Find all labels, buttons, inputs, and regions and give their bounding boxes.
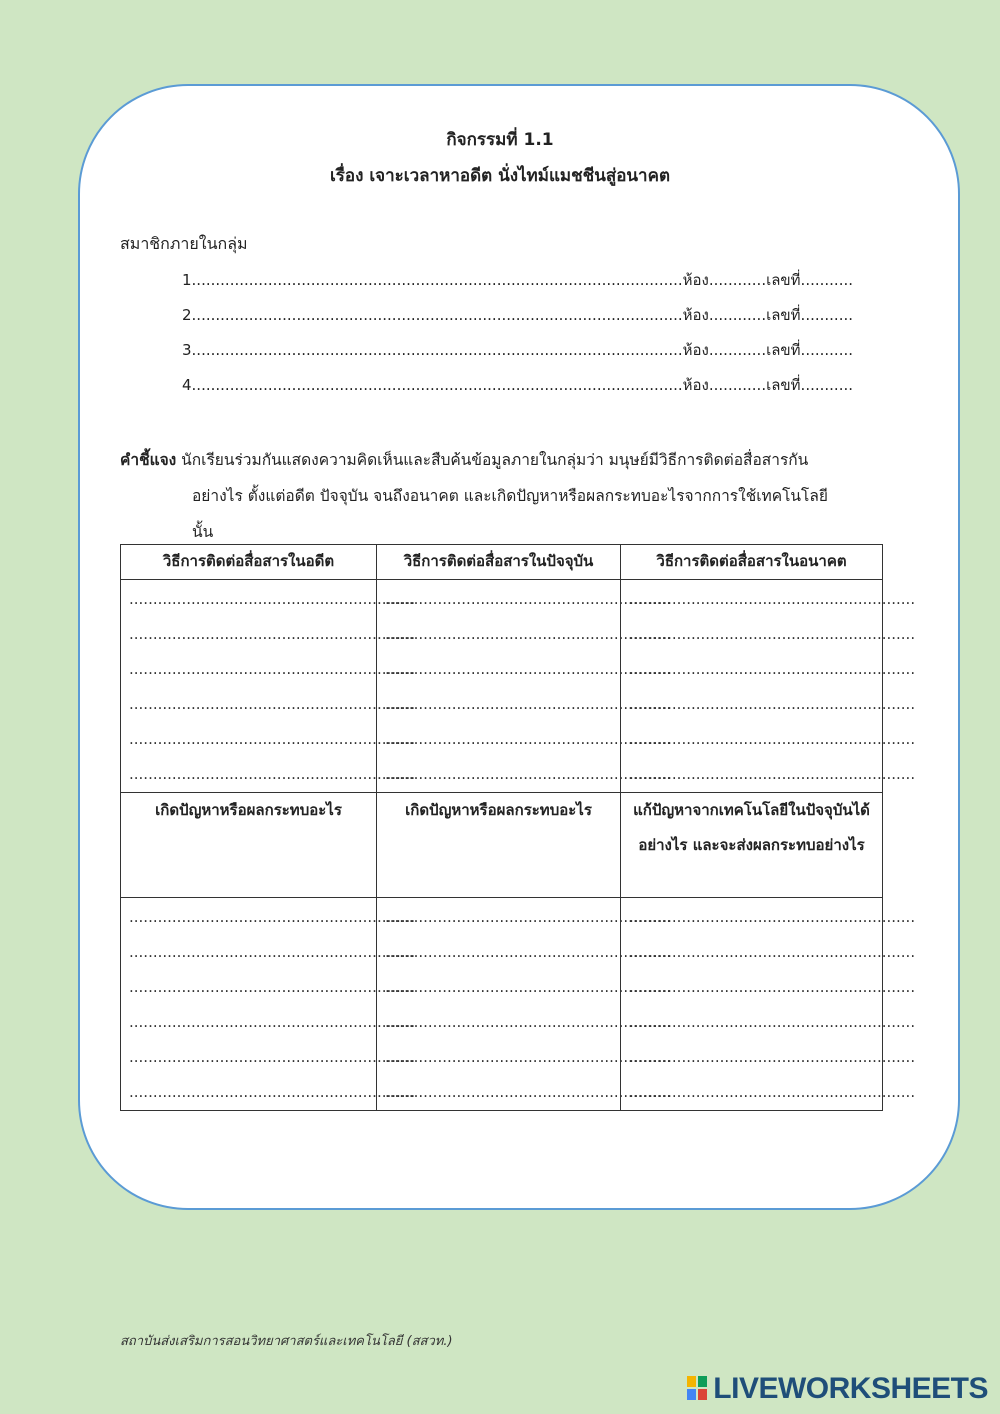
answer-line[interactable]: ............................................................ — [385, 765, 672, 783]
answer-line[interactable]: ............................................................ — [385, 1048, 672, 1066]
answer-line[interactable]: ............................................................ — [385, 660, 672, 678]
instructions-line-2: อย่างไร ตั้งแต่อดีต ปัจจุบัน จนถึงอนาคต และเกิดปัญหาหรือผลกระทบอะไรจากการใช้เทคโนโลยี — [192, 487, 828, 505]
communication-table — [120, 544, 916, 1111]
instructions — [120, 442, 882, 550]
answer-line[interactable]: ............................................................ — [129, 1013, 416, 1031]
impact-cell-present[interactable] — [377, 898, 672, 1111]
answer-line[interactable]: ............................................................ — [629, 1013, 916, 1031]
answer-line[interactable]: ............................................................ — [129, 908, 416, 926]
answer-line[interactable]: ............................................................ — [629, 625, 916, 643]
members-label: สมาชิกภายในกลุ่ม — [120, 234, 248, 253]
solution-cell-future[interactable] — [621, 898, 916, 1111]
header-present-impact: เกิดปัญหาหรือผลกระทบอะไร — [377, 793, 621, 898]
answer-row-bottom — [121, 898, 883, 1111]
answer-cell-future[interactable] — [621, 580, 916, 793]
answer-line[interactable]: ............................................................ — [385, 730, 672, 748]
answer-line[interactable]: ............................................................ — [385, 943, 672, 961]
answer-line[interactable]: ............................................................ — [129, 943, 416, 961]
answer-line[interactable]: ............................................................ — [385, 978, 672, 996]
instructions-line-1: นักเรียนร่วมกันแสดงความคิดเห็นและสืบค้นข้อมูลภายในกลุ่มว่า มนุษย์มีวิธีการติดต่อสื่อสารกัน — [176, 451, 809, 469]
header-future-solution: แก้ปัญหาจากเทคโนโลยีในปัจจุบันได้อย่างไร และจะส่งผลกระทบอย่างไร — [621, 793, 883, 898]
header-past-methods: วิธีการติดต่อสื่อสารในอดีต — [121, 545, 377, 580]
activity-title: กิจกรรมที่ 1.1 — [446, 130, 554, 150]
member-line-3[interactable]: 3.......................................................................................................ห้อง............เลขที่........... — [182, 341, 854, 359]
answer-line[interactable]: ............................................................ — [129, 1048, 416, 1066]
answer-line[interactable]: ............................................................ — [629, 660, 916, 678]
answer-line[interactable]: ............................................................ — [629, 590, 916, 608]
answer-row-top — [121, 580, 883, 793]
instructions-line-3: นั้น — [192, 523, 214, 541]
instructions-label: คำชี้แจง — [120, 451, 177, 469]
answer-line[interactable]: ............................................................ — [129, 660, 416, 678]
answer-line[interactable]: ............................................................ — [129, 978, 416, 996]
answer-line[interactable]: ............................................................ — [385, 1083, 672, 1101]
answer-line[interactable]: ............................................................ — [385, 625, 672, 643]
answer-line[interactable]: ............................................................ — [629, 765, 916, 783]
answer-line[interactable]: ............................................................ — [629, 695, 916, 713]
impact-cell-past[interactable] — [121, 898, 416, 1111]
answer-line[interactable]: ............................................................ — [629, 730, 916, 748]
member-line-4[interactable]: 4.......................................................................................................ห้อง............เลขที่........... — [182, 376, 854, 394]
answer-line[interactable]: ............................................................ — [385, 908, 672, 926]
answer-line[interactable]: ............................................................ — [129, 625, 416, 643]
answer-line[interactable]: ............................................................ — [129, 1083, 416, 1101]
member-line-1[interactable]: 1.......................................................................................................ห้อง............เลขที่........... — [182, 271, 854, 289]
answer-line[interactable]: ............................................................ — [629, 1048, 916, 1066]
header-future-methods: วิธีการติดต่อสื่อสารในอนาคต — [621, 545, 883, 580]
answer-line[interactable]: ............................................................ — [129, 765, 416, 783]
header-past-impact: เกิดปัญหาหรือผลกระทบอะไร — [121, 793, 377, 898]
activity-topic: เรื่อง เจาะเวลาหาอดีต นั่งไทม์แมชชีนสู่อนาคต — [329, 166, 670, 186]
answer-line[interactable]: ............................................................ — [385, 695, 672, 713]
liveworksheets-logo-icon — [687, 1376, 709, 1402]
header-row-bottom — [121, 793, 883, 898]
answer-line[interactable]: ............................................................ — [629, 1083, 916, 1101]
liveworksheets-logo-text: LIVEWORKSHEETS — [713, 1372, 988, 1405]
liveworksheets-logo[interactable] — [687, 1372, 988, 1406]
footer-credit: สถาบันส่งเสริมการสอนวิทยาศาสตร์และเทคโนโลยี (สสวท.) — [120, 1334, 453, 1349]
answer-line[interactable]: ............................................................ — [385, 1013, 672, 1031]
header-present-methods: วิธีการติดต่อสื่อสารในปัจจุบัน — [377, 545, 621, 580]
answer-line[interactable]: ............................................................ — [129, 590, 416, 608]
answer-line[interactable]: ............................................................ — [629, 978, 916, 996]
member-line-2[interactable]: 2.......................................................................................................ห้อง............เลขที่........... — [182, 306, 854, 324]
answer-line[interactable]: ............................................................ — [129, 695, 416, 713]
answer-line[interactable]: ............................................................ — [629, 943, 916, 961]
answer-line[interactable]: ............................................................ — [629, 908, 916, 926]
header-row-top — [121, 545, 883, 580]
answer-line[interactable]: ............................................................ — [129, 730, 416, 748]
answer-cell-present[interactable] — [377, 580, 672, 793]
answer-cell-past[interactable] — [121, 580, 416, 793]
answer-line[interactable]: ............................................................ — [385, 590, 672, 608]
